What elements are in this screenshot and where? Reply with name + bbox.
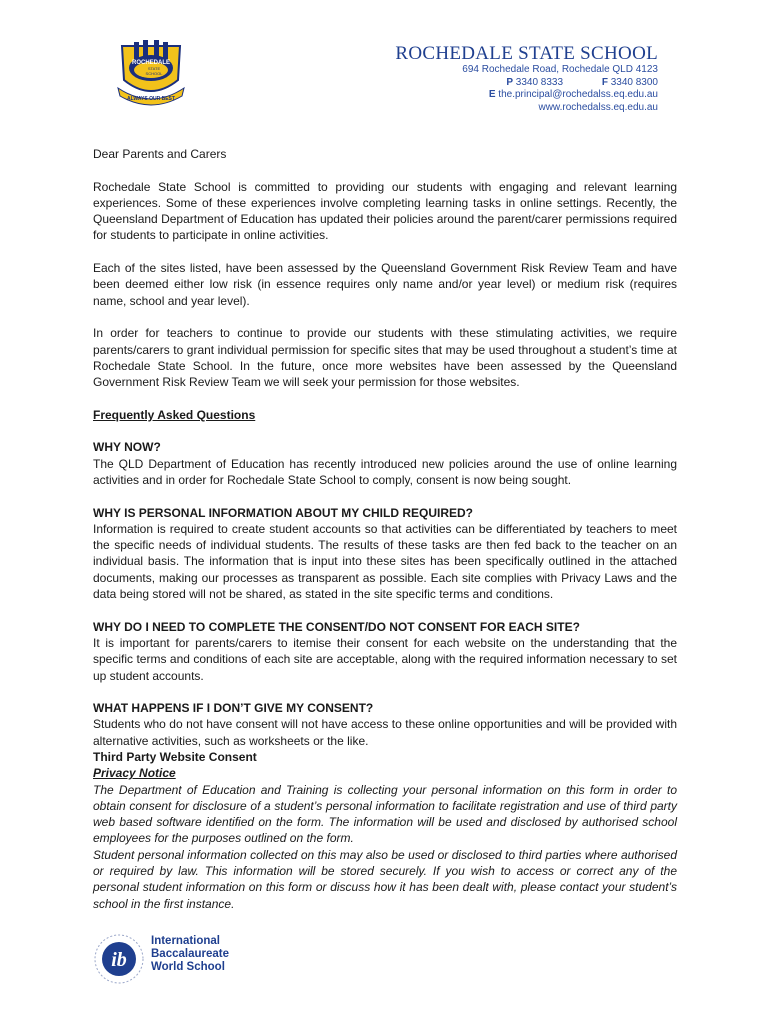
privacy-paragraph: The Department of Education and Training is collecting your personal information on this form in order to obtain consent for disclosure of a student’s personal information to facilitate registration and use of third party web based software identified on the form. The information will be used and disclosed by authorised school employees for the purposes outlined on the form.: [93, 782, 677, 846]
crest-text-mid: STATE: [147, 66, 161, 71]
school-crest-logo: [110, 40, 192, 108]
faq-heading: Frequently Asked Questions: [93, 407, 256, 422]
paragraph: Rochedale State School is committed to providing our students with engaging and relevant learning experiences. Some of these experiences involve completing learning tasks in online settings. Recently, the Queensland Department of Education has updated their policies around the parent/carer permissions required for students to participate in online activities.: [93, 179, 677, 243]
crest-text-mid2: SCHOOL: [145, 71, 163, 76]
letter-body: [93, 146, 677, 912]
phone-label: P: [506, 76, 513, 88]
faq-answer: Information is required to create student accounts so that activities can be differentiated by teachers to meet the specific needs of individual students. The results of these tasks are then fed back to the teacher on an individual basis. The information that is input into these sites has been specifically outlined in the attached documents, making our processes as transparent as possible. Each site complies with Privacy Laws and the data being stored will not be shared, as stated in the site specific terms and conditions.: [93, 521, 677, 602]
ib-emblem-icon: [93, 933, 145, 985]
salutation: Dear Parents and Carers: [93, 147, 227, 161]
email-label: E: [488, 89, 496, 100]
website-link[interactable]: www.rochedalss.eq.edu.au: [538, 101, 658, 113]
paragraph: Each of the sites listed, have been assessed by the Queensland Government Risk Review Team and have been deemed either low risk (in essence requires only name and/or year level) or medium risk (requires name, school and year level).: [93, 261, 677, 308]
faq-question: WHY NOW?: [93, 440, 161, 455]
phone-number: 3340 8333: [515, 76, 564, 88]
contact-phone-fax: [395, 77, 658, 90]
faq-question: WHY DO I NEED TO COMPLETE THE CONSENT/DO NOT CONSENT FOR EACH SITE?: [93, 619, 580, 634]
letterhead: [395, 44, 658, 114]
ib-world-school-logo: [93, 933, 243, 983]
crest-text-top: ROCHEDALE: [131, 60, 171, 66]
paragraph: In order for teachers to continue to provide our students with these stimulating activities, we require parents/carers to grant individual permission for specific sites that may be used throughout a student’s time at Rochedale State School. In the future, once more websites have been assessed by the Queensland Government Risk Review Team we will seek your permission for those websites.: [93, 326, 677, 390]
faq-question: WHY IS PERSONAL INFORMATION ABOUT MY CHILD REQUIRED?: [93, 505, 474, 520]
ib-line-3: World School: [151, 961, 225, 973]
faq-question: WHAT HAPPENS IF I DON’T GIVE MY CONSENT?: [93, 701, 374, 716]
ib-wordmark: [151, 935, 229, 974]
ib-line-1: International: [151, 935, 221, 947]
contact-email-line: [395, 89, 658, 102]
crest-motto: ALWAYS OUR BEST: [127, 96, 175, 102]
privacy-notice-heading: Privacy Notice: [93, 766, 176, 781]
privacy-paragraph: Student personal information collected on this may also be used or disclosed to third parties where authorised or required by law. This information will be stored securely. If you wish to access or correct any of the personal student information on this form or discuss how it has been dealt with, please contact your student’s school in the first instance.: [93, 847, 677, 911]
faq-answer: It is important for parents/carers to itemise their consent for each website on the understanding that the specific terms and conditions of each site are acceptable, along with the required information necessary to set up student accounts.: [93, 635, 677, 683]
third-party-heading: Third Party Website Consent: [93, 749, 257, 764]
fax-label: F: [601, 76, 608, 88]
faq-answer: The QLD Department of Education has recently introduced new policies around the use of online learning activities and in order for Rochedale State School to comply, consent is now being sought.: [93, 456, 677, 487]
ib-line-2: Baccalaureate: [151, 948, 229, 960]
ib-emblem-text: ib: [111, 949, 127, 971]
faq-answer: Students who do not have consent will not have access to these online opportunities and will be provided with alternative activities, such as worksheets or the like.: [93, 717, 677, 748]
email-address[interactable]: the.principal@rochedalss.eq.edu.au: [498, 89, 658, 100]
school-address: 694 Rochedale Road, Rochedale QLD 4123: [462, 64, 658, 75]
fax-number: 3340 8300: [610, 76, 658, 88]
school-name: ROCHEDALE STATE SCHOOL: [395, 43, 658, 64]
